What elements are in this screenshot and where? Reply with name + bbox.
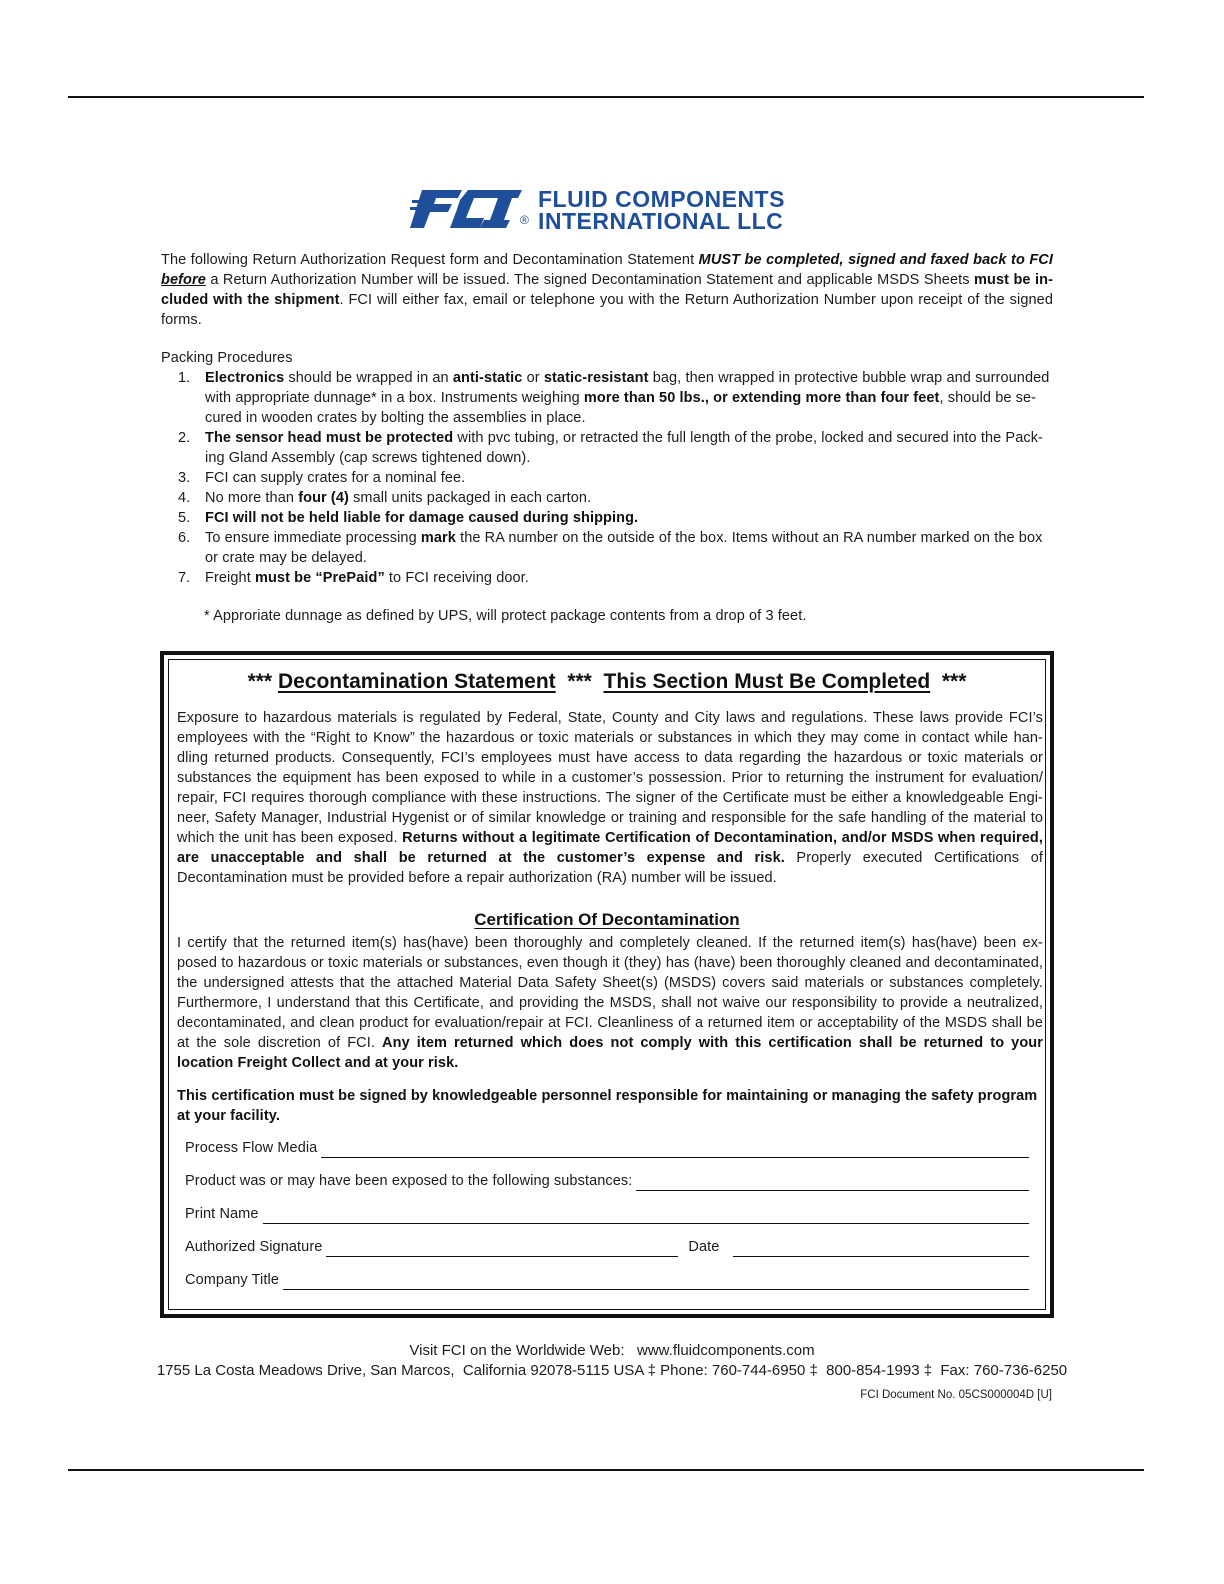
packing-item — [161, 568, 1053, 588]
heading-stars: *** — [247, 670, 278, 693]
packing-item-text: the RA number on the outside of the box. Items without an RA number marked on the box or crate may be delayed. — [205, 530, 1043, 566]
packing-item-text: small units packaged in each carton. — [348, 490, 592, 506]
packing-item-text: more than 50 lbs., or extending more than four feet — [583, 390, 940, 406]
packing-item — [161, 488, 1053, 508]
date-line[interactable] — [733, 1240, 1029, 1257]
footer-address: 1755 La Costa Meadows Drive, San Marcos, California 92078-5115 USA ‡ Phone: 760-744-6950 ‡ 800-854-1993 ‡ Fax: 760-736-6250 — [156, 1362, 1068, 1379]
process-flow-media-line[interactable] — [321, 1141, 1029, 1158]
print-name-field[interactable] — [185, 1202, 1029, 1224]
print-name-label: Print Name — [185, 1206, 259, 1222]
packing-list — [161, 368, 1053, 588]
packing-item-text: with pvc tubing, or retracted the full length of the probe, locked and secured into the Pack-ing Gland Assembly (cap screws tightened down). — [205, 430, 1043, 466]
decontamination-box-inner — [168, 659, 1046, 1310]
packing-item-text: four (4) — [298, 490, 349, 506]
print-name-line[interactable] — [263, 1207, 1029, 1224]
packing-item — [161, 528, 1053, 568]
packing-item-text: anti-static — [452, 370, 523, 386]
exposed-substances-line[interactable] — [636, 1174, 1029, 1191]
document-number: FCI Document No. 05CS000004D [U] — [860, 1389, 1052, 1401]
intro-emphasis-3: must be in-cluded with the shipment — [161, 272, 1054, 308]
packing-item-text: , should be se-cured in wooden crates by bolting the assemblies in place. — [205, 390, 1037, 426]
packing-item-text: No more than — [205, 490, 299, 506]
heading-stars: *** — [555, 670, 604, 693]
packing-item-text: static-resistant — [543, 370, 649, 386]
packing-item-number: 5. — [178, 510, 191, 526]
process-flow-media-field[interactable] — [185, 1136, 1029, 1158]
heading-stars: *** — [930, 670, 967, 693]
decontamination-heading — [169, 670, 1045, 694]
packing-item-text: to FCI receiving door. — [384, 570, 529, 586]
packing-item-number: 2. — [178, 430, 191, 446]
packing-item-text: mark — [420, 530, 456, 546]
logo-line-1: FLUID COMPONENTS — [538, 186, 785, 212]
packing-item-number: 7. — [178, 570, 191, 586]
intro-text-3: . FCI will either fax, email or telephone you with the Return Authorization Number upon receipt of the signed forms. — [161, 292, 1053, 328]
packing-item-text: FCI can supply crates for a nominal fee. — [205, 470, 466, 486]
signing-note-text: This certification must be signed by knowledgeable personnel responsible for maintaining or managing the safety program at your facility. — [177, 1088, 1038, 1124]
signing-note — [177, 1086, 1043, 1126]
packing-item-text: or — [522, 370, 544, 386]
packing-item-text: Electronics — [205, 370, 285, 386]
packing-item-number: 1. — [178, 370, 191, 386]
signature-date-row — [185, 1235, 1029, 1257]
company-title-label: Company Title — [185, 1272, 279, 1288]
authorized-signature-line[interactable] — [326, 1240, 678, 1257]
intro-paragraph — [161, 250, 1053, 330]
packing-item-text: must be “PrePaid” — [254, 570, 385, 586]
decon-body-text: Exposure to hazardous materials is regulated by Federal, State, County and City laws and regulations. These laws provide FCI’s employees with the “Right to Know” the hazardous or toxic materials or substances in which they may come in contact while han-dling returned products. Consequently, FCI’s employees must have access to data regarding the hazardous or toxic materials or substances the equipment has been exposed to while in a customer’s possession. Prior to returning the instrument for evaluation/ repair, FCI requires thorough compliance with these instructions. The signer of the Certificate must be either a knowledgeable Engi-neer, Safety Manager, Industrial Hygenist or of similar knowledge or training and responsible for the safe handling of the material to which the unit has been exposed. — [177, 710, 1043, 846]
packing-footnote: * Approriate dunnage as defined by UPS, will protect package contents from a drop of 3 feet. — [204, 608, 807, 624]
company-title-line[interactable] — [283, 1273, 1029, 1290]
exposed-substances-label: Product was or may have been exposed to the following substances: — [185, 1173, 633, 1189]
decon-body-bold: Returns without a legitimate Certification of Decontamination, and/or MSDS when required, are unacceptable and shall be returned at the customer’s expense and risk. — [177, 830, 1043, 866]
intro-emphasis-before: before — [161, 272, 206, 288]
packing-item-text: Freight — [205, 570, 255, 586]
logo-line-2: INTERNATIONAL LLC — [538, 208, 784, 234]
intro-emphasis-1: MUST be completed, signed and faxed back to FCI — [698, 252, 1053, 268]
packing-item-number: 4. — [178, 490, 191, 506]
packing-item — [161, 468, 1053, 488]
fci-logo — [410, 186, 810, 236]
intro-text-1: The following Return Authorization Request form and Decontamination Statement — [161, 252, 699, 268]
packing-item — [161, 428, 1053, 468]
packing-item-number: 3. — [178, 470, 191, 486]
packing-item-text: The sensor head must be protected — [205, 430, 454, 446]
packing-title: Packing Procedures — [161, 350, 293, 366]
heading-section-must-be-completed: This Section Must Be Completed — [603, 670, 931, 693]
footer-website: Visit FCI on the Worldwide Web: www.fluidcomponents.com — [409, 1342, 815, 1359]
decontamination-box — [160, 651, 1054, 1318]
decon-body-end: Properly executed Certifications of Decontamination must be provided before a repair authorization (RA) number will be issued. — [177, 850, 1043, 886]
packing-item — [161, 368, 1053, 428]
packing-item-number: 6. — [178, 530, 191, 546]
heading-decontamination-statement: Decontamination Statement — [277, 670, 556, 693]
certification-body — [177, 933, 1043, 1073]
bottom-rule — [68, 1469, 1144, 1471]
authorized-signature-label: Authorized Signature — [185, 1239, 323, 1255]
packing-item — [161, 508, 1053, 528]
cert-body-bold: Any item returned which does not comply with this certification shall be returned to your location Freight Collect and at your risk. — [177, 1035, 1044, 1071]
intro-text-2: a Return Authorization Number will be issued. The signed Decontamination Statement and applicable MSDS Sheets — [205, 272, 975, 288]
packing-item-text: To ensure immediate processing — [205, 530, 421, 546]
date-label: Date — [688, 1239, 720, 1255]
top-rule — [68, 96, 1144, 98]
cert-body-text: I certify that the returned item(s) has(have) been thoroughly and completely cleaned. If the returned item(s) has(have) been ex-posed to hazardous or toxic materials or substances, even though it (they) has (have) been thoroughly cleaned and decontaminated, the undersigned attests that the attached Material Data Safety Sheet(s) (MSDS) covers said materials or substances completely. Furthermore, I understand that this Certificate, and providing the MSDS, shall not waive our responsibility to provide a neutralized, decontaminated, and clean product for evaluation/repair at FCI. Cleanliness of a returned item or acceptability of the MSDS shall be at the sole discretion of FCI. — [177, 935, 1043, 1051]
decontamination-body — [177, 708, 1043, 888]
packing-item-text: should be wrapped in an — [284, 370, 453, 386]
fci-logo-mark-icon — [410, 186, 522, 232]
packing-item-text: FCI will not be held liable for damage caused during shipping. — [205, 510, 639, 526]
exposed-substances-field[interactable] — [185, 1169, 1029, 1191]
registered-mark: ® — [520, 213, 529, 227]
packing-item-text: bag, then wrapped in protective bubble wrap and surrounded with appropriate dunnage* in a box. Instruments weighing — [205, 370, 1050, 406]
process-flow-media-label: Process Flow Media — [185, 1140, 318, 1156]
company-title-field[interactable] — [185, 1268, 1029, 1290]
certification-title: Certification Of Decontamination — [474, 910, 740, 929]
